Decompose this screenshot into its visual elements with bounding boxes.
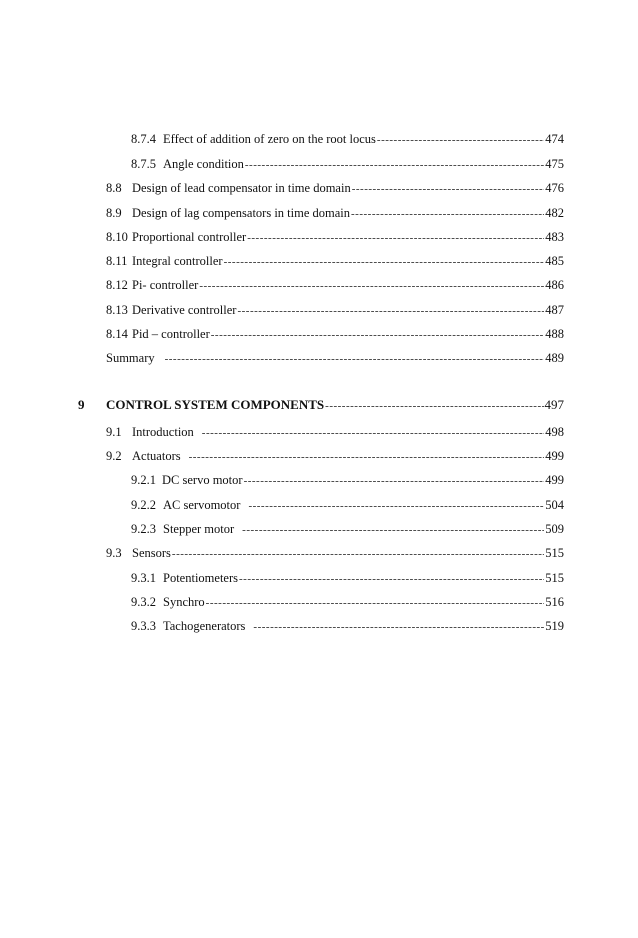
page-number: 499 [545,473,564,487]
section-title: Design of lead compensator in time domain [132,181,351,195]
chapter-number: 9 [78,397,85,412]
dot-leader [206,595,545,611]
dot-leader [172,546,544,562]
section-number: 8.12 [106,278,128,292]
section-number: 8.10 [106,230,128,244]
section-title: Introduction [132,425,194,439]
dot-leader [165,351,545,367]
section-number: 9.3.2 [131,595,156,609]
chapter-title: CONTROL SYSTEM COMPONENTS [106,397,325,412]
section-title: Actuators [132,449,181,463]
page-number: 515 [545,546,564,560]
dot-leader [237,303,544,319]
page-number: 499 [545,449,564,463]
section-title: Sensors [132,546,171,560]
toc-entry [106,253,564,270]
section-title: Potentiometers [163,571,238,585]
toc-entry [106,229,564,246]
toc-entry [131,472,564,489]
toc-entry [106,205,564,222]
dot-leader [377,132,544,148]
section-number: 8.14 [106,327,128,341]
page-number: 489 [545,351,564,365]
toc-entry [131,497,564,514]
section-title: AC servomotor [163,498,241,512]
dot-leader [211,327,544,343]
section-title: Summary [106,351,155,365]
toc-entry [131,618,564,635]
dot-leader [325,398,543,414]
dot-leader [253,619,544,635]
dot-leader [224,254,545,270]
dot-leader [202,425,544,441]
section-title: Derivative controller [132,303,237,317]
section-title: Pid – controller [132,327,210,341]
section-title: DC servo motor [162,473,243,487]
dot-leader [351,206,544,222]
dot-leader [244,473,545,489]
page-number: 516 [545,595,564,609]
toc-entry [131,156,564,173]
section-title: Synchro [163,595,205,609]
page-number: 497 [544,397,564,412]
section-number: 9.3 [106,546,122,560]
toc-entry [106,350,564,367]
toc-entry [131,570,564,587]
page-number: 483 [545,230,564,244]
section-title: Effect of addition of zero on the root locus [163,132,376,146]
dot-leader [248,498,544,514]
section-number: 9.2 [106,449,122,463]
section-title: Stepper motor [163,522,235,536]
section-number: 8.7.4 [131,132,156,146]
section-title: Design of lag compensators in time domain [132,206,351,220]
toc-entry [106,326,564,343]
page-number: 509 [545,522,564,536]
section-title: Tachogenerators [163,619,246,633]
toc-entry [106,277,564,294]
page-number: 519 [545,619,564,633]
toc-entry [131,594,564,611]
dot-leader [247,230,544,246]
section-number: 9.1 [106,425,122,439]
dot-leader [352,181,545,197]
toc-entry [106,302,564,319]
page-number: 515 [545,571,564,585]
section-title: Pi- controller [132,278,199,292]
dot-leader [239,571,544,587]
page-number: 475 [545,157,564,171]
page-number: 476 [545,181,564,195]
page-number: 488 [545,327,564,341]
dot-leader [189,449,545,465]
section-number: 9.2.3 [131,522,156,536]
section-number: 8.13 [106,303,128,317]
section-number: 9.2.2 [131,498,156,512]
page-number: 482 [545,206,564,220]
dot-leader [242,522,544,538]
toc-entry [131,521,564,538]
page-number: 485 [545,254,564,268]
section-number: 8.7.5 [131,157,156,171]
section-title: Integral controller [132,254,223,268]
dot-leader [199,278,544,294]
section-number: 8.11 [106,254,128,268]
section-number: 9.3.3 [131,619,156,633]
section-title: Proportional controller [132,230,247,244]
page-number: 487 [545,303,564,317]
toc-entry [106,448,564,465]
toc-entry [131,131,564,148]
section-number: 8.9 [106,206,122,220]
page-number: 474 [545,132,564,146]
section-number: 8.8 [106,181,122,195]
toc-entry [106,545,564,562]
page-number: 498 [545,425,564,439]
toc-entry [106,424,564,441]
toc-entry [106,180,564,197]
page-number: 486 [545,278,564,292]
section-title: Angle condition [163,157,244,171]
section-number: 9.3.1 [131,571,156,585]
toc-chapter-entry [78,397,564,414]
section-number: 9.2.1 [131,473,156,487]
dot-leader [245,157,544,173]
page-number: 504 [545,498,564,512]
